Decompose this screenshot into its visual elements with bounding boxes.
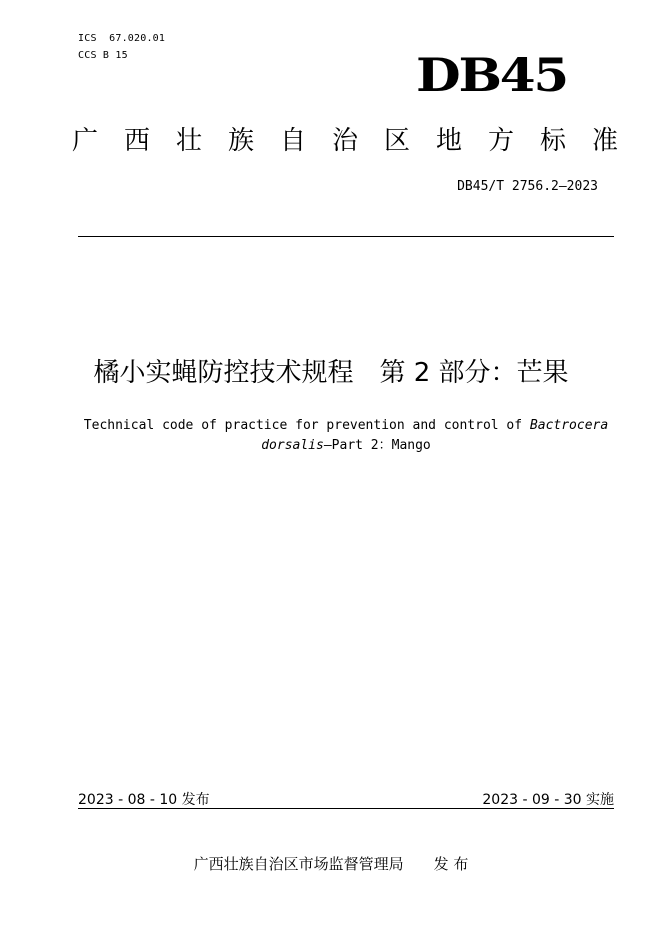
ics-line [78,33,165,44]
header-divider [78,236,614,237]
issuer-action: 发 布 [433,855,469,873]
db45-logo: DB45 [416,48,567,102]
title-en-genus: Bactrocera [529,418,609,433]
issuer-name: 广西壮族自治区市场监督管理局 [193,855,404,873]
release-date: 2023 - 08 - 10 发布 [78,792,210,808]
document-title-cn: 橘小实蝇防控技术规程 第 2 部分：芒果 [93,358,569,388]
standard-type-heading: 广西壮族自治区地方标准 [72,126,645,156]
implementation-date: 2023 - 09 - 30 实施 [482,792,614,808]
issuer-line [0,853,662,874]
title-en-prefix: Technical code of practice for prevention and control of [83,418,530,433]
ccs-label: CCS [78,50,97,61]
footer-divider [78,808,614,809]
ccs-code: B 15 [102,50,128,61]
title-en-epithet: dorsalis [261,438,324,453]
ics-code: 67.020.01 [109,33,166,44]
title-en-suffix: —Part 2：Mango [323,438,431,453]
ccs-line [78,50,128,61]
document-title-en [60,416,632,456]
standard-number: DB45/T 2756.2—2023 [457,179,598,194]
ics-label: ICS [78,33,97,44]
